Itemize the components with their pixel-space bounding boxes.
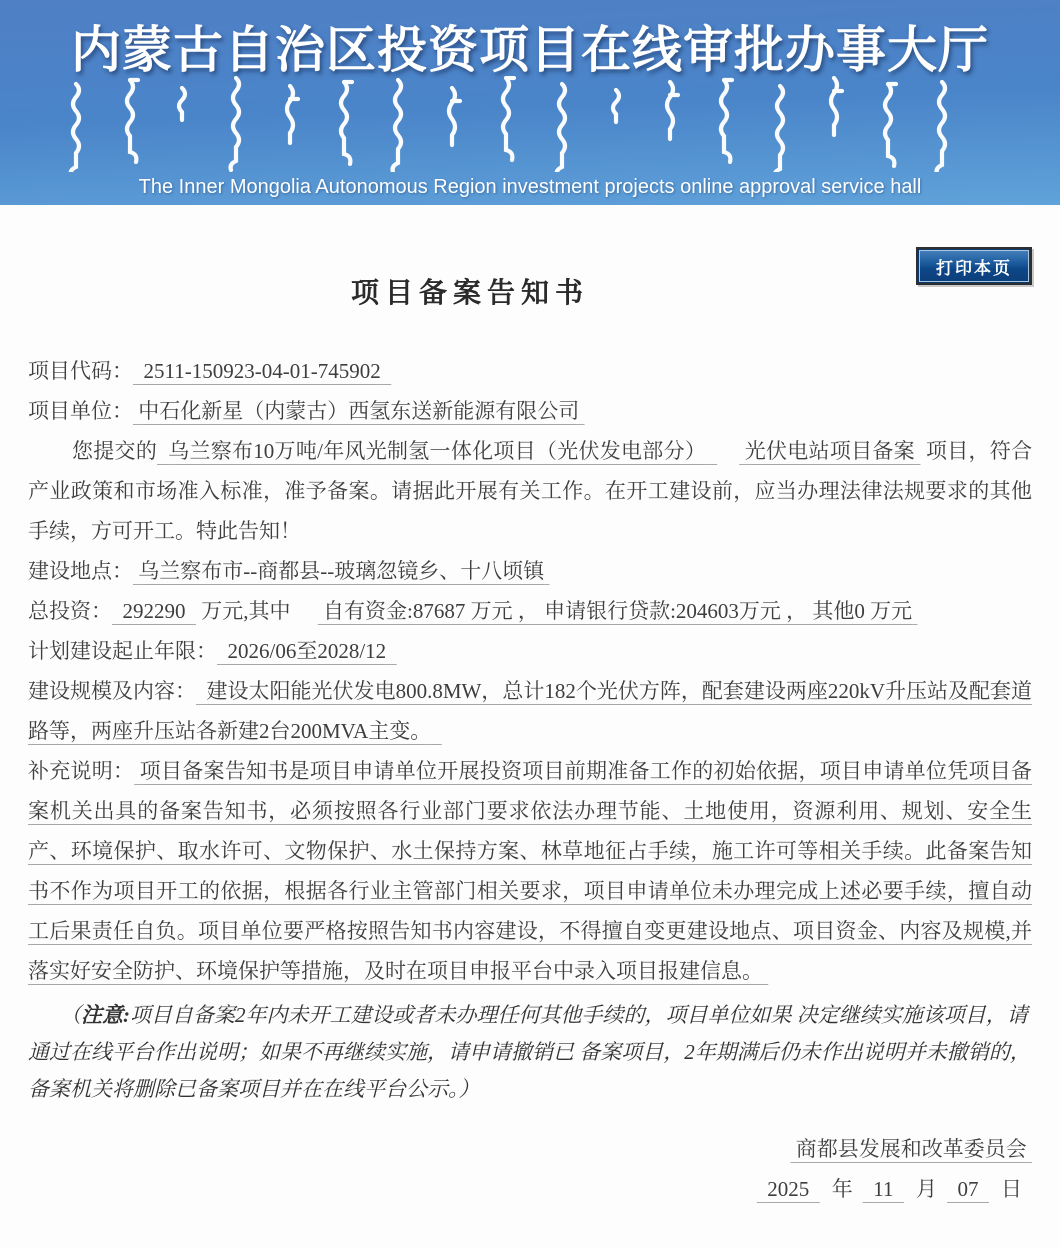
investment-mid-text: 万元,其中 <box>201 599 291 623</box>
record-type-value: 光伏电站项目备案 <box>744 439 915 463</box>
document-title: 项目备案告知书 <box>350 278 589 309</box>
project-code-label: 项目代码： <box>28 359 133 383</box>
scale-label: 建设规模及内容： <box>28 679 197 703</box>
print-page-button[interactable]: 打印本页 <box>916 247 1032 285</box>
investment-label: 总投资： <box>28 599 112 623</box>
schedule-label: 计划建设起止年限： <box>28 639 217 663</box>
schedule-row <box>28 631 1032 671</box>
supplement-row <box>28 751 1032 991</box>
mongolian-script-icon <box>0 76 1060 172</box>
project-code-value: 2511-150923-04-01-745902 <box>143 359 381 383</box>
approval-prefix: 您提交的 <box>72 439 158 463</box>
notice-paragraph <box>28 997 1032 1108</box>
project-unit-value: 中石化新星（内蒙古）西氢东送新能源有限公司 <box>138 399 580 423</box>
project-unit-row <box>28 391 1032 431</box>
investment-row <box>28 591 1032 631</box>
supplement-label: 补充说明： <box>28 759 135 783</box>
project-code-row <box>28 351 1032 391</box>
scale-row <box>28 671 1032 751</box>
document-body <box>0 271 1060 1209</box>
notice-bold-label: 注意: <box>81 1003 130 1027</box>
approval-paragraph <box>28 431 1032 551</box>
signature-row <box>28 1129 1032 1169</box>
site-banner <box>0 0 1060 205</box>
location-label: 建设地点： <box>28 559 133 583</box>
location-value: 乌兰察布市--商都县--玻璃忽镜乡、十八顷镇 <box>138 559 545 583</box>
site-title: 内蒙古自治区投资项目在线审批办事大厅 <box>71 22 989 78</box>
project-unit-label: 项目单位： <box>28 399 133 423</box>
date-row <box>28 1169 1032 1209</box>
header-fields <box>28 351 1032 431</box>
supplement-value: 项目备案告知书是项目申请单位开展投资项目前期准备工作的初始依据，项目申请单位凭项目备案机关出具的备案告知书，必须按照各行业部门要求依法办理节能、土地使用，资源利用、规划、安全生产、环境保护、取水许可、文物保护、水土保持方案、林草地征占手续，施工许可等相关手续。此备案告知书不作为项目开工的依据，根据各行业主管部门相关要求，项目申请单位未办理完成上述必要手续，擅自动工后果责任自负。项目单位要严格按照告知书内容建设，不得擅自变更建设地点、项目资金、内容及规模,并落实好安全防护、环境保护等措施，及时在项目申报平台中录入项目报建信息。 <box>28 759 1032 983</box>
schedule-value: 2026/06至2028/12 <box>227 639 387 663</box>
date-year-unit: 年 <box>831 1177 853 1201</box>
date-month-value: 11 <box>873 1177 894 1201</box>
investment-detail-value: 自有资金:87687 万元 ， 申请银行贷款:204603万元 ， 其他0 万元 <box>323 599 913 623</box>
investment-total-value: 292290 <box>122 599 186 623</box>
project-name-value: 乌兰察布10万吨/年风光制氢一体化项目（光伏发电部分） <box>168 439 707 463</box>
location-row <box>28 551 1032 591</box>
issuing-authority: 商都县发展和改革委员会 <box>795 1137 1027 1161</box>
date-month-unit: 月 <box>916 1177 937 1201</box>
site-subtitle-english: The Inner Mongolia Autonomous Region investment projects online approval service hall <box>138 176 922 198</box>
notice-open-paren: （ <box>60 1003 81 1027</box>
date-day-value: 07 <box>957 1177 979 1201</box>
scale-value: 建设太阳能光伏发电800.8MW，总计182个光伏方阵，配套建设两座220kV升压站及配套道路等，两座升压站各新建2台200MVA主变。 <box>28 679 1033 743</box>
notice-body-text: 项目自备案2年内未开工建设或者未办理任何其他手续的，项目单位如果 决定继续实施该项目，请通过在线平台作出说明；如果不再继续实施，请申请撤销已 备案项目，2年期满后仍未作出说明并未撤销的，备案机关将删除已备案项目并在在线平台公示。） <box>28 1003 1031 1101</box>
approval-suffix: 项目，符合产业政策和市场准入标准，准予备案。请据此开展有关工作。在开工建设前，应当办理法律法规要求的其他手续，方可开工。特此告知！ <box>28 439 1033 543</box>
date-day-unit: 日 <box>1001 1177 1022 1201</box>
date-year-value: 2025 <box>767 1177 810 1201</box>
